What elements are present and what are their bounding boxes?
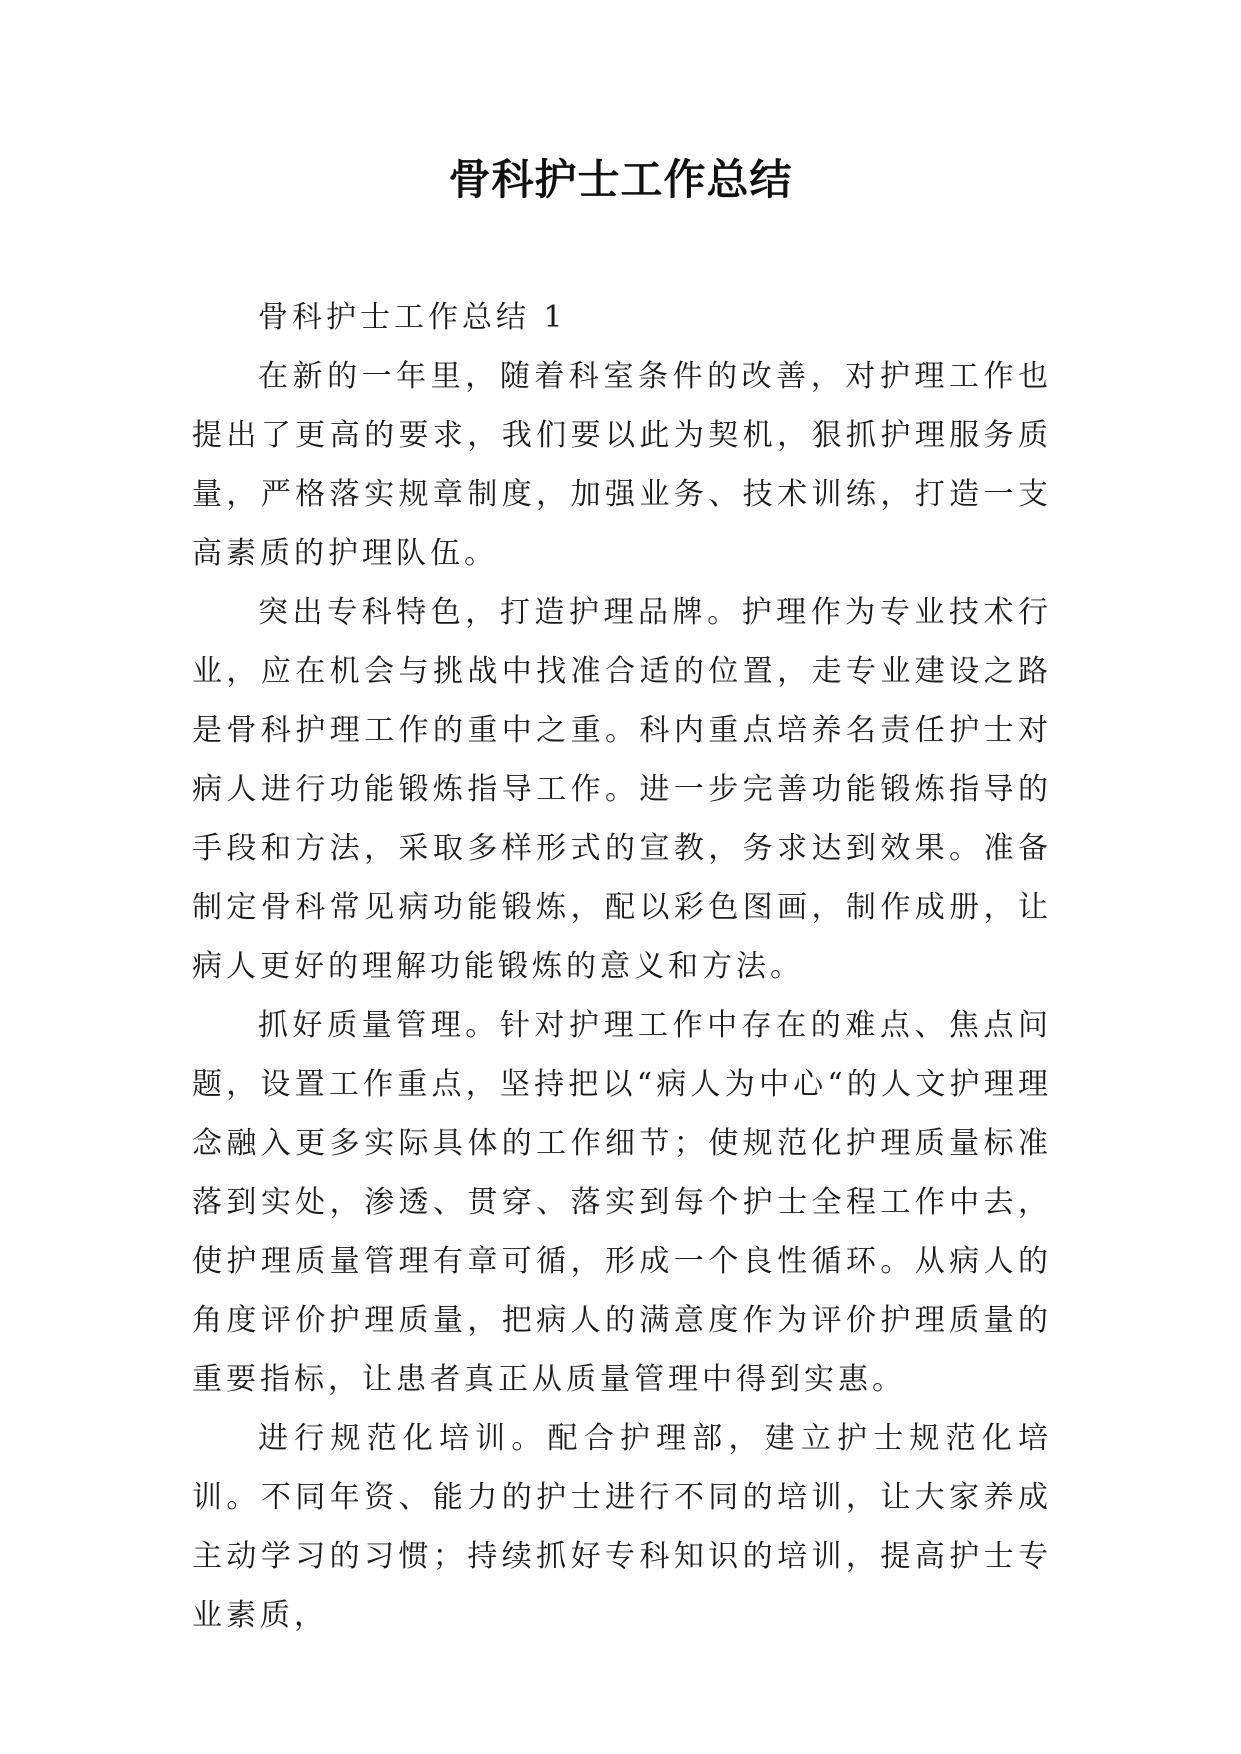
document-body — [192, 288, 1052, 1645]
paragraph-intro: 在新的一年里，随着科室条件的改善，对护理工作也提出了更高的要求，我们要以此为契机，狠抓护理服务质量，严格落实规章制度，加强业务、技术训练，打造一支高素质的护理队伍。 — [192, 359, 1052, 571]
section-heading: 骨科护士工作总结 1 — [258, 300, 567, 335]
document-title: 骨科护士工作总结 — [448, 155, 793, 204]
paragraph-specialty: 突出专科特色，打造护理品牌。护理作为专业技术行业，应在机会与挑战中找准合适的位置，走专业建设之路是骨科护理工作的重中之重。科内重点培养名责任护士对病人进行功能锻炼指导工作。进一步完善功能锻炼指导的手段和方法，采取多样形式的宣教，务求达到效果。准备制定骨科常见病功能锻炼，配以彩色图画，制作成册，让病人更好的理解功能锻炼的意义和方法。 — [192, 595, 1052, 984]
paragraph-training: 进行规范化培训。配合护理部，建立护士规范化培训。不同年资、能力的护士进行不同的培训，让大家养成主动学习的习惯；持续抓好专科知识的培训，提高护士专业素质， — [192, 1421, 1052, 1633]
paragraph-quality: 抓好质量管理。针对护理工作中存在的难点、焦点问题，设置工作重点，坚持把以“病人为中心“的人文护理理念融入更多实际具体的工作细节；使规范化护理质量标准落到实处，渗透、贯穿、落实到每个护士全程工作中去，使护理质量管理有章可循，形成一个良性循环。从病人的角度评价护理质量，把病人的满意度作为评价护理质量的重要指标，让患者真正从质量管理中得到实惠。 — [192, 1008, 1052, 1397]
